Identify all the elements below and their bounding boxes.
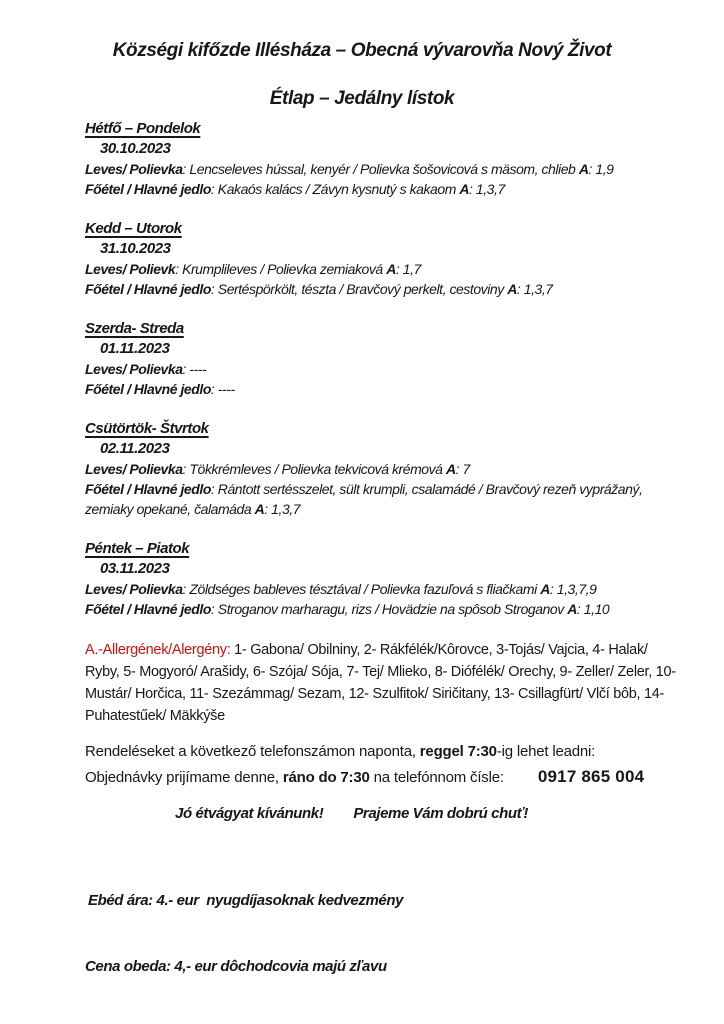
ordering-line-sk [85,764,683,790]
day-name: Szerda- Streda [85,320,184,337]
soup-label: Leves/ Polievka [85,581,183,597]
main-line [85,479,683,519]
soup-line [85,359,683,379]
closing-wish [85,804,683,824]
closing-wish-sk: Prajeme Vám dobrú chuť! [353,805,529,822]
soup-label: Leves/ Polievka [85,461,183,477]
day-section-thursday [85,419,683,519]
allergen-code-label: A [507,281,517,297]
day-section-monday [85,119,683,199]
main-label: Főétel / Hlavné jedlo [85,181,211,197]
ordering-sk-deadline: ráno do 7:30 [282,769,370,786]
allergen-codes: : 1,7 [395,261,421,277]
allergen-legend [85,639,677,727]
main-text: : Stroganov marharagu, rizs / Hovädzie na spôsob Stroganov [210,601,568,617]
allergen-code-label: A [578,161,589,177]
day-date: 30.10.2023 [100,140,171,157]
allergen-code-label: A [445,461,456,477]
allergen-code-label: A [540,581,550,597]
day-name: Csütörtök- Štvrtok [85,420,209,437]
day-name: Kedd – Utorok [85,220,182,237]
allergen-code-label: A [459,181,470,197]
day-date: 02.11.2023 [100,440,170,457]
soup-line [85,259,683,279]
price-info [85,846,683,1022]
main-label: Főétel / Hlavné jedlo [85,381,211,397]
soup-text: : Zöldséges bableves tésztával / Polievka fazuľová s fliačkami [182,581,541,597]
day-section-wednesday [85,319,683,399]
closing-wish-hu: Jó étvágyat kívánunk! [175,805,324,822]
main-line [85,599,683,619]
soup-line [85,459,683,479]
page-title: Községi kifőzde Illésháza – Obecná vývarovňa Nový Život [112,40,612,61]
phone-number: 0917 865 004 [537,767,645,786]
main-label: Főétel / Hlavné jedlo [85,281,211,297]
soup-text: : Tökkrémleves / Polievka tekvicová krémová [182,461,446,477]
weekly-menu [0,110,683,1022]
ordering-hu-text-end: -ig lehet leadni: [496,743,596,760]
allergen-heading: A.-Allergének/Alergény: [85,642,231,658]
main-line [85,379,683,399]
document-header [0,0,724,110]
allergen-list: 1- Gabona/ Obilniny, 2- Rákfélék/Kôrovce, 3-Tojás/ Vajcia, 4- Halak/ Ryby, 5- Mogyoró/ Arašidy, 6- Szója/ Sója, 7- Tej/ Mlieko, 8- Diófélék/ Orechy, 9- Zeller/ Zeler, 10- Mustár/ Horčica, 11- Szezámmag/ Sezam, 12- Szulfitok/ Siričitany, 13- Csillagfürt/ Vlčí bôb, 14- Puhatestűek/ Mäkkýše [85,642,676,724]
soup-label: Leves/ Polievka [85,361,183,377]
allergen-codes: : 1,10 [576,601,610,617]
soup-text: : ---- [182,361,207,377]
allergen-codes: : 1,9 [588,161,614,177]
day-date: 31.10.2023 [100,240,171,257]
allergen-codes: : 1,3,7 [469,181,505,197]
ordering-hu-deadline: reggel 7:30 [419,743,497,760]
allergen-codes: : 1,3,7 [264,501,301,517]
allergen-codes: : 7 [455,461,470,477]
price-line-sk: Cena obeda: 4,- eur dôchodcovia majú zľavu [85,958,387,975]
allergen-code-label: A [386,261,396,277]
menu-subtitle: Étlap – Jedálny lístok [269,88,455,109]
main-text: : ---- [210,381,235,397]
day-name: Hétfő – Pondelok [85,120,201,137]
allergen-code-label: A [254,501,265,517]
main-label: Főétel / Hlavné jedlo [85,601,211,617]
price-line-hu: Ebéd ára: 4.- eur nyugdíjasoknak kedvezmény [88,892,404,909]
main-label: Főétel / Hlavné jedlo [85,481,211,497]
main-text: : Rántott sertésszelet, sült krumpli, csalamádé / Bravčový rezeň vyprážaný, zemiaky opekané, čalamáda [85,481,643,517]
ordering-line-hu [85,739,683,764]
day-date: 01.11.2023 [100,340,170,357]
day-section-friday [85,539,683,619]
soup-text: : Krumplileves / Polievka zemiaková [175,261,387,277]
main-line [85,179,683,199]
day-date: 03.11.2023 [100,560,170,577]
allergen-code-label: A [567,601,577,617]
main-line [85,279,683,299]
allergen-codes: : 1,3,7 [516,281,553,297]
soup-line [85,159,683,179]
day-section-tuesday [85,219,683,299]
ordering-info [85,739,683,790]
soup-label: Leves/ Polievka [85,161,183,177]
day-name: Péntek – Piatok [85,540,190,557]
ordering-sk-text: Objednávky prijímame denne, [85,769,283,786]
soup-text: : Lencseleves hússal, kenyér / Polievka šošovicová s mäsom, chlieb [182,161,579,177]
main-text: : Sertéspörkölt, tészta / Bravčový perkelt, cestoviny [210,281,508,297]
ordering-hu-text: Rendeléseket a következő telefonszámon naponta, [85,743,420,760]
main-text: : Kakaós kalács / Závyn kysnutý s kakaom [210,181,460,197]
allergen-codes: : 1,3,7,9 [549,581,597,597]
soup-line [85,579,683,599]
ordering-sk-text-end: na telefónnom čísle: [369,769,504,786]
soup-label: Leves/ Polievk [85,261,176,277]
